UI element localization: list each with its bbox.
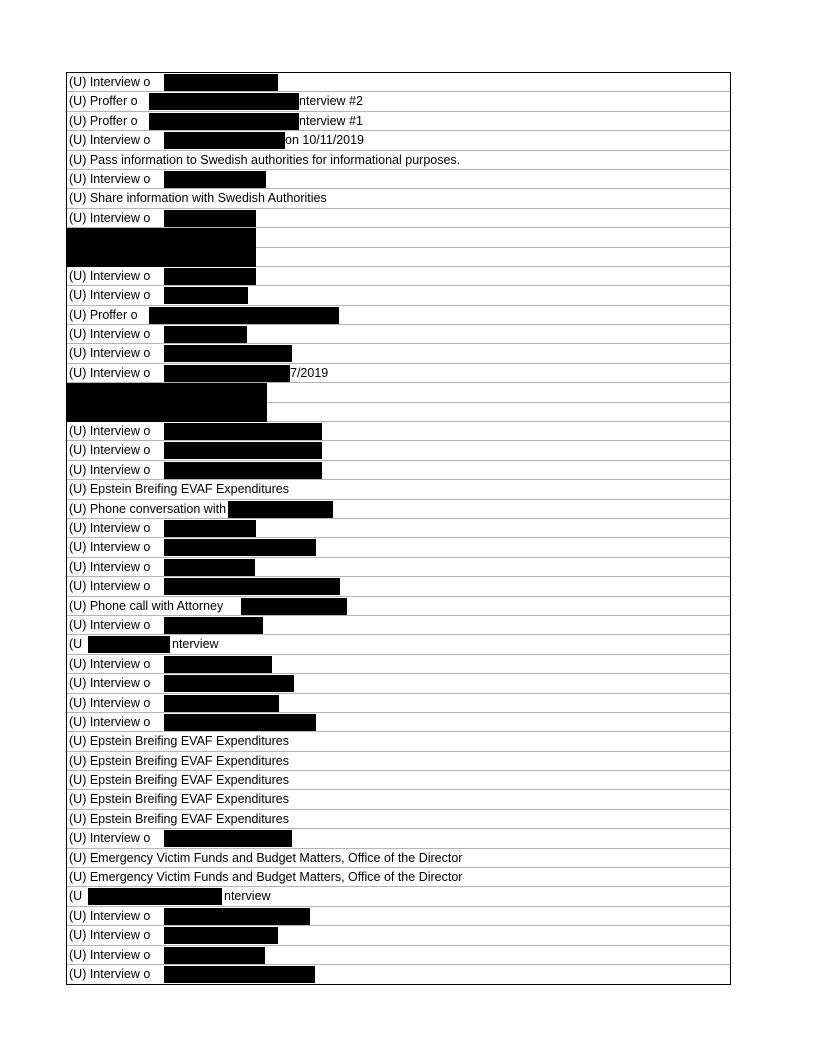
row-text: (U) Proffer o [69,94,138,109]
redaction-bar [88,636,170,653]
redaction-bar [149,307,339,324]
redaction-bar [164,462,322,479]
row-text: (U) Phone conversation with [69,501,227,516]
table-row [67,771,730,790]
row-text: (U) Interview o [69,75,151,89]
row-text: (U) Interview o [69,540,151,555]
row-text-tail: on 10/11/2019 [285,133,365,148]
table-row [67,558,730,577]
table-row [67,209,730,228]
redaction-bar [164,171,266,188]
redacted-records-table [66,72,731,985]
redaction-block [66,383,267,422]
table-row [67,597,730,616]
row-text: (U) Share information with Swedish Authorities [69,191,327,206]
table-row [67,383,730,402]
row-text: (U) Epstein Breifing EVAF Expenditures [69,734,290,749]
redaction-bar [149,93,299,110]
row-text: (U) Interview o [69,947,151,962]
row-text: (U) Epstein Breifing EVAF Expenditures [69,792,290,807]
row-text-tail: nterview [224,889,271,904]
row-text-tail: nterview #2 [299,94,363,109]
row-text: (U) Interview o [69,908,151,923]
redaction-bar [164,74,278,91]
row-text: (U) Emergency Victim Funds and Budget Matters, Office of the Director [69,870,463,885]
redaction-bar [241,598,347,615]
redaction-bar [164,132,285,149]
table-row [67,616,730,635]
table-row [67,92,730,111]
row-text: (U) Interview o [69,714,151,729]
redaction-bar [164,365,290,382]
redaction-bar [164,656,272,673]
table-row [67,694,730,713]
table-row [67,306,730,325]
redaction-bar [228,501,333,518]
table-row [67,946,730,965]
redaction-block [66,228,256,267]
redaction-bar [164,966,315,983]
table-row [67,732,730,751]
row-text: (U) Interview o [69,443,151,458]
table-row [67,577,730,596]
row-text: (U) Emergency Victim Funds and Budget Matters, Office of the Director [69,850,463,865]
row-text-tail: nterview #1 [299,113,363,128]
row-text: (U) Interview o [69,346,151,361]
row-text: (U) Interview o [69,424,151,439]
table-row [67,635,730,654]
table-row [67,655,730,674]
table-row [67,907,730,926]
row-text: (U) Interview o [69,695,151,710]
table-row [67,790,730,809]
row-text: (U) Proffer o [69,307,138,322]
table-row [67,325,730,344]
redaction-bar [164,947,265,964]
redaction-bar [164,210,256,227]
redaction-bar [164,830,292,847]
row-text: (U) Epstein Breifing EVAF Expenditures [69,773,290,788]
row-text-tail: 7/2019 [290,365,329,380]
redaction-bar [164,287,248,304]
table-row [67,344,730,363]
redaction-bar [164,539,316,556]
redaction-bar [164,268,256,285]
table-row [67,364,730,383]
table-row [67,519,730,538]
row-text: (U) Interview o [69,579,151,594]
redaction-bar [164,908,310,925]
row-text: (U) Interview o [69,462,151,477]
row-text: (U) Interview o [69,559,151,574]
redaction-bar [164,520,256,537]
table-row [67,131,730,150]
table-row [67,422,730,441]
redaction-bar [164,326,247,343]
redaction-bar [164,559,255,576]
table-row [67,810,730,829]
row-text: (U) Epstein Breifing EVAF Expenditures [69,753,290,768]
row-text: (U [69,889,83,904]
redaction-bar [164,442,322,459]
table-row [67,228,730,247]
row-text: (U) Phone call with Attorney [69,598,224,613]
row-text-tail: nterview [172,637,219,652]
table-row [67,73,730,92]
row-text: (U) Epstein Breifing EVAF Expenditures [69,482,290,497]
table-row [67,887,730,906]
redaction-bar [164,714,316,731]
table-row [67,461,730,480]
table-row [67,926,730,945]
redaction-bar [164,578,340,595]
row-text: (U) Interview o [69,365,151,380]
table-row [67,538,730,557]
row-text: (U) Interview o [69,268,151,283]
row-text: (U) Interview o [69,676,151,691]
redaction-bar [164,675,294,692]
row-text: (U) Interview o [69,171,151,186]
row-text: (U) Interview o [69,327,151,342]
redaction-bar [164,617,263,634]
row-text: (U) Epstein Breifing EVAF Expenditures [69,811,290,826]
table-row [67,151,730,170]
row-text: (U [69,637,83,652]
redaction-bar [164,927,278,944]
row-text: (U) Interview o [69,928,151,943]
table-row [67,112,730,131]
table-row [67,500,730,519]
table-row [67,713,730,732]
table-row [67,267,730,286]
table-row [67,965,730,984]
row-text: (U) Pass information to Swedish authorities for informational purposes. [69,152,461,167]
row-text: (U) Interview o [69,133,151,148]
table-row [67,849,730,868]
table-row [67,674,730,693]
table-row [67,829,730,848]
row-text: (U) Interview o [69,831,151,846]
redaction-bar [164,345,292,362]
table-row [67,170,730,189]
table-row [67,286,730,305]
redaction-bar [164,695,279,712]
redaction-bar [149,113,299,130]
table-row [67,480,730,499]
row-text: (U) Proffer o [69,113,138,128]
redaction-bar [164,423,322,440]
row-text: (U) Interview o [69,520,151,535]
row-text: (U) Interview o [69,288,151,303]
row-text: (U) Interview o [69,210,151,225]
redaction-bar [88,888,222,905]
table-row [67,189,730,208]
table-row [67,752,730,771]
row-text: (U) Interview o [69,617,151,632]
table-row [67,868,730,887]
row-text: (U) Interview o [69,966,151,981]
table-row [67,441,730,460]
row-text: (U) Interview o [69,656,151,671]
